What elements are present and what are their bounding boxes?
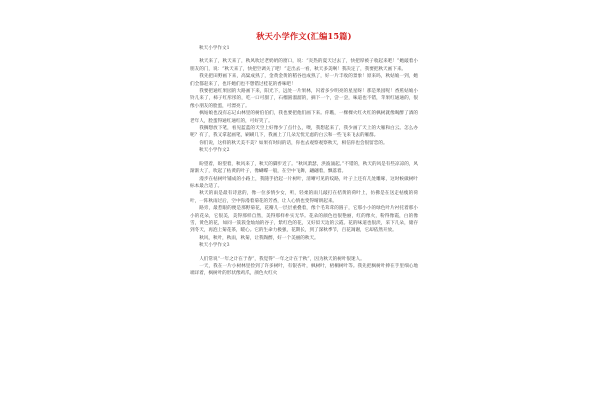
paragraph: 人们常说“一年之计在于春”，我觉得“一年之计在于秋”，因为秋天的树叶很迷人。 xyxy=(199,256,365,262)
paragraph: 枫姑娘也没有忘记山林里的树伯伯们，我也要把他们画下来。你瞧，一棵棵火红火红的枫树就像喝醉了酒的老年人，脸蛋得通红通红的，可好笑了。 xyxy=(190,111,418,124)
essay-3 xyxy=(190,242,418,278)
paragraph: 我搁想放下笔，看见蓝蓝的天空上好像少了点什么，噢，我想起来了，我少画了天上的大雁和白云。怎么办呢？有了，我又拿起画笔，刷刷几下，我画上了几朵无忧无虑的白云和一些飞来飞去的雁群。 xyxy=(190,126,418,139)
document-title: 秋天小学作文(汇编15篇) xyxy=(256,31,352,41)
essay-heading: 秋天小学作文3 xyxy=(199,243,230,249)
essay-heading: 秋天小学作文1 xyxy=(199,46,230,51)
paragraph: 漫步在枯树叶铺成的小路上，我随手拾起一片树叶，清晰可见的纹路，叶子上还有几处雕啄，这时候做树叶标本最合适了。 xyxy=(190,176,418,189)
essay-1 xyxy=(190,45,418,147)
essay-heading: 秋天小学作文2 xyxy=(199,148,230,154)
paragraph: 路旁，最惹眼的便是那野菊花，花瓣儿一层层重叠着，像个毛茸茸的圆子，它那小小的绿色叶片衬托着那小小的花朵，它很美，美得那样自然，美得那样朴实无华。花朵的颜色也很艳丽，红的像火，粉得像霞，白的像雪，黄色的花，如同一簇簇金灿灿的谷子，紫红色的花，又好似天边的云霞。花的味道也很淡，采下几朵，储存到冬天，再泡上菊花茶，暖心。它的生命力极强，花期长，到了深秋季节，百花凋谢，它却依然开放。 xyxy=(190,206,418,234)
paragraph: 你们说，这样的秋天美不美？如果有时间的话，你也去观察观察秋天，相信你也会很留恋的。 xyxy=(199,140,388,146)
document-page xyxy=(190,30,418,278)
paragraph: 我先把田野画下来，高粱成熟了，金黄金黄的稻谷也成熟了，好一片丰收的景象！原来吗，秋姑娘一到，她们全都赶来了，也许她们也不想错过桂花的香味吧！ xyxy=(190,74,418,87)
paragraph: 盼望着，盼望着，秋风来了，秋天的脚步近了。“秋风萧瑟，洪波涌起。”不错的，秋天的风是有些凉凉的，风渐渐大了，吹起了枯黄的叶子，像蝴蝶一般，在空中飞舞，翩翩着，飘落着。 xyxy=(190,161,418,175)
paragraph: 秋风，秋叶，秋雨，秋菊，让我陶醉，好一个美丽的秋天。 xyxy=(199,235,319,241)
paragraph: 秋天的雨是最有诗意的，像一位多情少女，听，轻柔的雨儿敲打在桔黄的荷叶上，仿佛是在送走枯瘦的荷叶，一阵秋雨过后，空中弥漫着菊花的芳香，让人心情也变得晴朗起来。 xyxy=(190,191,418,204)
essay-2 xyxy=(190,147,418,242)
paragraph: 我要把通红果园的大路画下来，阳光下，远处一片果林，闪着多少明亮的星星呀！那是果园呢！香蕉姑娘小铃儿来了，柿子红彤彤的，吃一口可甜了，石榴圆溜溜的，摘下一个，尝一尝，味道也不错，苹果红通通的，很像小朋友的脸蛋，可漂亮了。 xyxy=(190,89,418,109)
paragraph: 秋天来了，秋天来了，秋风吹过老奶奶的窗口，说：“炎热的夏天过去了，快把厚被子收起来吧！”她敲着小朋友的门，说：“秋天来了，快把空调关了吧！”走出去一看，秋天多美啊！我决定了，我要把秋天画下来。 xyxy=(190,59,418,72)
paragraph: 一天，我在一片小树林里捡到了许多树叶，有银杏叶，枫树叶，梧桐树叶等。我先把枫树叶捧在手里细心地端详着，枫树叶的形状像鸡爪，颜色火红火 xyxy=(190,263,418,277)
